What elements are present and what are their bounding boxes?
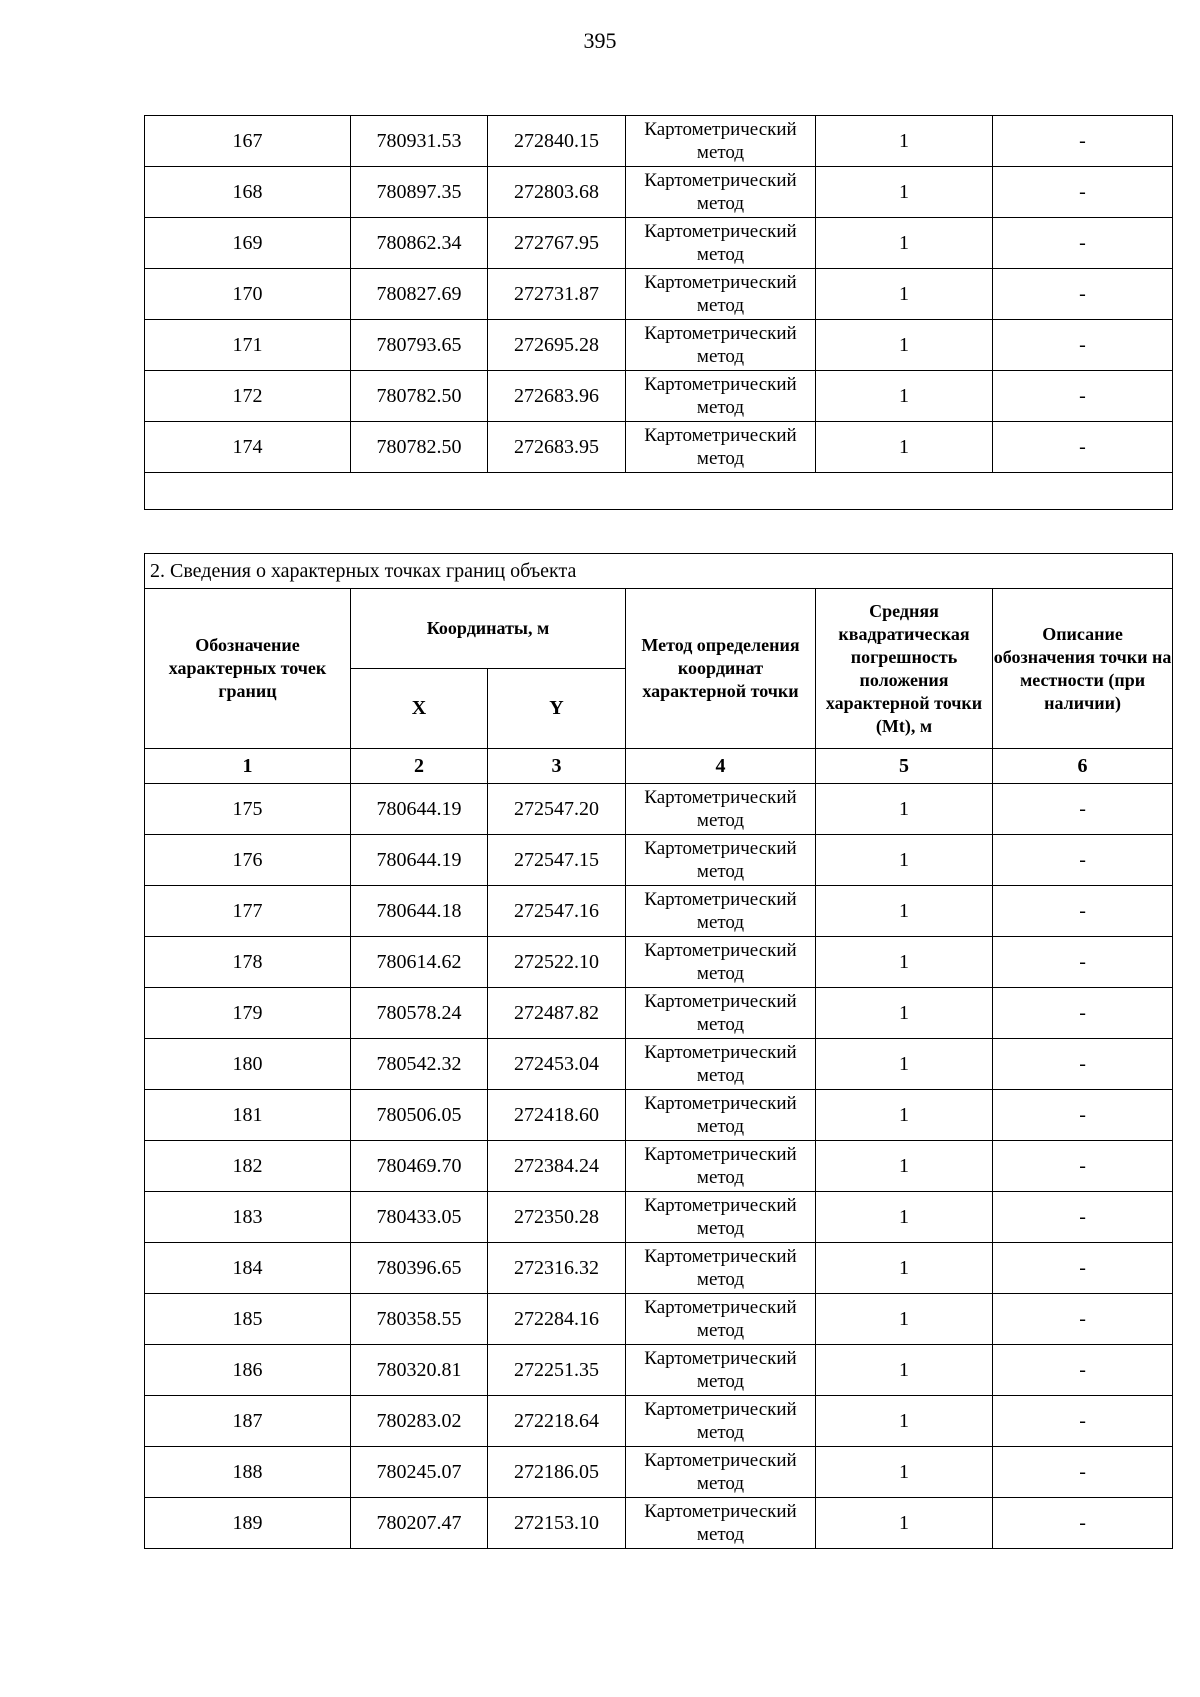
- points-table-continuation: [144, 115, 1173, 510]
- x-coordinate-cell: 780897.35: [351, 167, 488, 218]
- x-coordinate-cell: 780542.32: [351, 1039, 488, 1090]
- point-cell: 182: [145, 1141, 351, 1192]
- table-row: [145, 269, 1173, 320]
- table-row: [145, 784, 1173, 835]
- x-coordinate-cell: 780782.50: [351, 422, 488, 473]
- description-cell: -: [993, 320, 1173, 371]
- header-y: Y: [488, 669, 626, 749]
- mean-error-cell: 1: [816, 371, 993, 422]
- description-cell: -: [993, 1192, 1173, 1243]
- table-row: [145, 1294, 1173, 1345]
- y-coordinate-cell: 272218.64: [488, 1396, 626, 1447]
- point-cell: 171: [145, 320, 351, 371]
- y-coordinate-cell: 272284.16: [488, 1294, 626, 1345]
- point-cell: 187: [145, 1396, 351, 1447]
- y-coordinate-cell: 272840.15: [488, 116, 626, 167]
- mean-error-cell: 1: [816, 320, 993, 371]
- section-title: 2. Сведения о характерных точках границ объекта: [145, 554, 1173, 589]
- x-coordinate-cell: 780433.05: [351, 1192, 488, 1243]
- description-cell: -: [993, 886, 1173, 937]
- description-cell: -: [993, 1243, 1173, 1294]
- mean-error-cell: 1: [816, 784, 993, 835]
- boundary-points-table: [144, 553, 1173, 1549]
- point-cell: 172: [145, 371, 351, 422]
- description-cell: -: [993, 218, 1173, 269]
- y-coordinate-cell: 272384.24: [488, 1141, 626, 1192]
- method-cell: Картометрический метод: [626, 1090, 816, 1141]
- table-row: [145, 1090, 1173, 1141]
- table-row: [145, 988, 1173, 1039]
- method-cell: Картометрический метод: [626, 320, 816, 371]
- x-coordinate-cell: 780644.19: [351, 784, 488, 835]
- description-cell: -: [993, 116, 1173, 167]
- method-cell: Картометрический метод: [626, 835, 816, 886]
- method-cell: Картометрический метод: [626, 937, 816, 988]
- description-cell: -: [993, 1090, 1173, 1141]
- x-coordinate-cell: 780358.55: [351, 1294, 488, 1345]
- method-cell: Картометрический метод: [626, 1447, 816, 1498]
- point-cell: 167: [145, 116, 351, 167]
- x-coordinate-cell: 780207.47: [351, 1498, 488, 1549]
- method-cell: Картометрический метод: [626, 218, 816, 269]
- mean-error-cell: 1: [816, 1141, 993, 1192]
- method-cell: Картометрический метод: [626, 167, 816, 218]
- x-coordinate-cell: 780320.81: [351, 1345, 488, 1396]
- point-cell: 189: [145, 1498, 351, 1549]
- table-row: [145, 1039, 1173, 1090]
- description-cell: -: [993, 167, 1173, 218]
- x-coordinate-cell: 780506.05: [351, 1090, 488, 1141]
- mean-error-cell: 1: [816, 116, 993, 167]
- point-cell: 188: [145, 1447, 351, 1498]
- y-coordinate-cell: 272547.20: [488, 784, 626, 835]
- table-row: [145, 371, 1173, 422]
- y-coordinate-cell: 272767.95: [488, 218, 626, 269]
- method-cell: Картометрический метод: [626, 988, 816, 1039]
- point-cell: 176: [145, 835, 351, 886]
- y-coordinate-cell: 272350.28: [488, 1192, 626, 1243]
- point-cell: 179: [145, 988, 351, 1039]
- column-number-6: 6: [993, 749, 1173, 784]
- point-cell: 181: [145, 1090, 351, 1141]
- description-cell: -: [993, 835, 1173, 886]
- method-cell: Картометрический метод: [626, 886, 816, 937]
- x-coordinate-cell: 780396.65: [351, 1243, 488, 1294]
- point-cell: 175: [145, 784, 351, 835]
- method-cell: Картометрический метод: [626, 1345, 816, 1396]
- column-number-4: 4: [626, 749, 816, 784]
- x-coordinate-cell: 780931.53: [351, 116, 488, 167]
- table-row: [145, 422, 1173, 473]
- method-cell: Картометрический метод: [626, 1141, 816, 1192]
- y-coordinate-cell: 272522.10: [488, 937, 626, 988]
- description-cell: -: [993, 1447, 1173, 1498]
- table-row: [145, 1141, 1173, 1192]
- method-cell: Картометрический метод: [626, 1498, 816, 1549]
- y-coordinate-cell: 272487.82: [488, 988, 626, 1039]
- table-row: [145, 320, 1173, 371]
- column-number-1: 1: [145, 749, 351, 784]
- table-row: [145, 1345, 1173, 1396]
- description-cell: -: [993, 1396, 1173, 1447]
- x-coordinate-cell: 780469.70: [351, 1141, 488, 1192]
- point-cell: 180: [145, 1039, 351, 1090]
- method-cell: Картометрический метод: [626, 269, 816, 320]
- description-cell: -: [993, 1039, 1173, 1090]
- x-coordinate-cell: 780614.62: [351, 937, 488, 988]
- y-coordinate-cell: 272316.32: [488, 1243, 626, 1294]
- empty-row: [145, 473, 1173, 510]
- x-coordinate-cell: 780245.07: [351, 1447, 488, 1498]
- point-cell: 185: [145, 1294, 351, 1345]
- x-coordinate-cell: 780782.50: [351, 371, 488, 422]
- mean-error-cell: 1: [816, 937, 993, 988]
- mean-error-cell: 1: [816, 1294, 993, 1345]
- mean-error-cell: 1: [816, 1396, 993, 1447]
- page-number: 395: [583, 28, 617, 53]
- table-row: [145, 1498, 1173, 1549]
- mean-error-cell: 1: [816, 422, 993, 473]
- point-cell: 168: [145, 167, 351, 218]
- x-coordinate-cell: 780827.69: [351, 269, 488, 320]
- method-cell: Картометрический метод: [626, 1192, 816, 1243]
- mean-error-cell: 1: [816, 1447, 993, 1498]
- description-cell: -: [993, 1345, 1173, 1396]
- point-cell: 170: [145, 269, 351, 320]
- table-row: [145, 886, 1173, 937]
- header-coordinates: Координаты, м: [351, 589, 626, 669]
- x-coordinate-cell: 780578.24: [351, 988, 488, 1039]
- point-cell: 177: [145, 886, 351, 937]
- y-coordinate-cell: 272803.68: [488, 167, 626, 218]
- description-cell: -: [993, 422, 1173, 473]
- y-coordinate-cell: 272418.60: [488, 1090, 626, 1141]
- table-row: [145, 1192, 1173, 1243]
- y-coordinate-cell: 272731.87: [488, 269, 626, 320]
- x-coordinate-cell: 780283.02: [351, 1396, 488, 1447]
- method-cell: Картометрический метод: [626, 422, 816, 473]
- method-cell: Картометрический метод: [626, 784, 816, 835]
- mean-error-cell: 1: [816, 835, 993, 886]
- mean-error-cell: 1: [816, 1345, 993, 1396]
- mean-error-cell: 1: [816, 1243, 993, 1294]
- y-coordinate-cell: 272547.16: [488, 886, 626, 937]
- description-cell: -: [993, 1498, 1173, 1549]
- description-cell: -: [993, 371, 1173, 422]
- x-coordinate-cell: 780644.18: [351, 886, 488, 937]
- table-row: [145, 835, 1173, 886]
- x-coordinate-cell: 780862.34: [351, 218, 488, 269]
- x-coordinate-cell: 780793.65: [351, 320, 488, 371]
- mean-error-cell: 1: [816, 218, 993, 269]
- y-coordinate-cell: 272186.05: [488, 1447, 626, 1498]
- table-row: [145, 218, 1173, 269]
- column-number-2: 2: [351, 749, 488, 784]
- table-row: [145, 116, 1173, 167]
- boundary-points-table-body: [145, 784, 1173, 1549]
- y-coordinate-cell: 272453.04: [488, 1039, 626, 1090]
- method-cell: Картометрический метод: [626, 371, 816, 422]
- mean-error-cell: 1: [816, 988, 993, 1039]
- table-row: [145, 1243, 1173, 1294]
- point-cell: 183: [145, 1192, 351, 1243]
- method-cell: Картометрический метод: [626, 1243, 816, 1294]
- x-coordinate-cell: 780644.19: [351, 835, 488, 886]
- header-mean-error: Средняя квадратическая погрешность положения характерной точки (Mt), м: [816, 589, 993, 749]
- header-point-designation: Обозначение характерных точек границ: [145, 589, 351, 749]
- point-cell: 174: [145, 422, 351, 473]
- y-coordinate-cell: 272547.15: [488, 835, 626, 886]
- mean-error-cell: 1: [816, 1192, 993, 1243]
- description-cell: -: [993, 937, 1173, 988]
- description-cell: -: [993, 988, 1173, 1039]
- method-cell: Картометрический метод: [626, 116, 816, 167]
- y-coordinate-cell: 272683.96: [488, 371, 626, 422]
- point-cell: 178: [145, 937, 351, 988]
- mean-error-cell: 1: [816, 1090, 993, 1141]
- y-coordinate-cell: 272251.35: [488, 1345, 626, 1396]
- mean-error-cell: 1: [816, 167, 993, 218]
- mean-error-cell: 1: [816, 269, 993, 320]
- method-cell: Картометрический метод: [626, 1039, 816, 1090]
- table-row: [145, 1447, 1173, 1498]
- header-method: Метод определения координат характерной точки: [626, 589, 816, 749]
- table-row: [145, 1396, 1173, 1447]
- method-cell: Картометрический метод: [626, 1294, 816, 1345]
- mean-error-cell: 1: [816, 886, 993, 937]
- empty-cell: [145, 473, 1173, 510]
- method-cell: Картометрический метод: [626, 1396, 816, 1447]
- column-number-3: 3: [488, 749, 626, 784]
- table-row: [145, 937, 1173, 988]
- point-cell: 186: [145, 1345, 351, 1396]
- description-cell: -: [993, 1141, 1173, 1192]
- table-row: [145, 167, 1173, 218]
- description-cell: -: [993, 1294, 1173, 1345]
- y-coordinate-cell: 272683.95: [488, 422, 626, 473]
- y-coordinate-cell: 272153.10: [488, 1498, 626, 1549]
- header-description: Описание обозначения точки на местности (при наличии): [993, 589, 1173, 749]
- description-cell: -: [993, 269, 1173, 320]
- point-cell: 184: [145, 1243, 351, 1294]
- header-x: X: [351, 669, 488, 749]
- y-coordinate-cell: 272695.28: [488, 320, 626, 371]
- mean-error-cell: 1: [816, 1039, 993, 1090]
- description-cell: -: [993, 784, 1173, 835]
- point-cell: 169: [145, 218, 351, 269]
- column-number-5: 5: [816, 749, 993, 784]
- mean-error-cell: 1: [816, 1498, 993, 1549]
- points-table-continuation-body: [145, 116, 1173, 510]
